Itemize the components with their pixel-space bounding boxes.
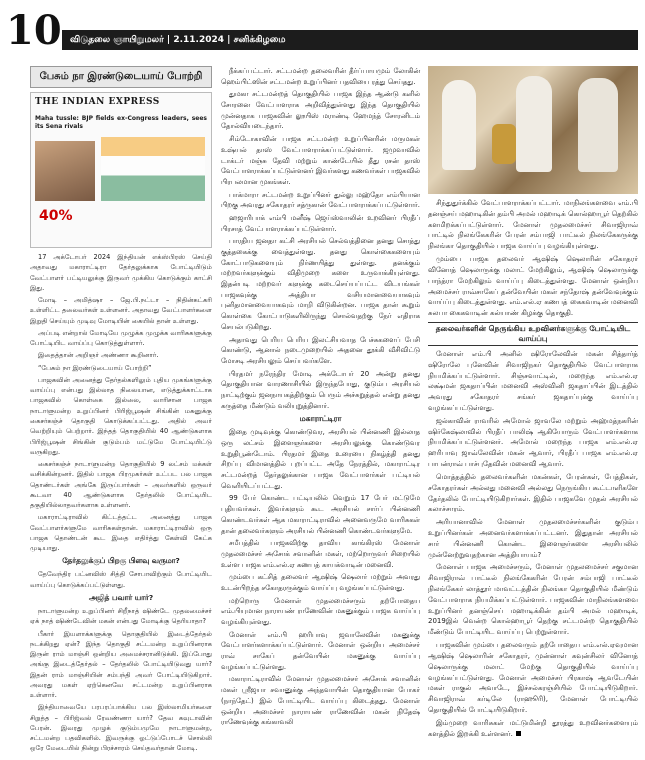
clip-photo-group — [101, 137, 205, 201]
paragraph: மேனாள் பாஜக அமைச்சரும், மேனாள் முதலமைச்சர் சகுமான சிவாஜிராவ் பாட்டீல் நிலங்கேகரின் பேரன் சம்பாஜி பாட்டீல் நிலங்கேகர் லாத்தூர் மாவட்டத்தின் நிலங்கா தொகுதியில் மீண்டும் வேட்பாளராக நியமிக்கப்பட்டுள்ளார். பாஜகவின் மாநிலங்களவை உறுப்பினர் தனஞ்செய் மஹாடிக்கின் தம்பி அமல் மஹாடிக், 2019இல் வென்ற கொல்ஹாபூர் தெற்கு சட்டமன்ற தொகுதியில் மீண்டும் போட்டியிட வாய்ப்பு பெற்றுள்ளார். — [428, 563, 638, 637]
paragraph: மும்பை பாஜக தலைவர் ஆஷிஷ் ஷெலாரின் சகோதரர் வினோத் ஷெலாருக்கு மலாட் மேற்கிலும், ஆஷிஷ் ஷெலாருக்கு பாந்த்ரா மேற்கிலும் வாய்ப்பு கிடைத்துள்ளது. மேனாள் ஒன்றிய அமைச்சர் ராவ்சாகேப் தன்வேயின் மகள் சந்தோஷ் தன்வேவுக்கும் வாய்ப்பு கிடைத்துள்ளது. எம்.எல்.ஏ கணபத் கைகவாடின் மனைவி சுலபா கைகவாடின் கல்யாண் கிழக்கு தொகுதி. — [428, 255, 638, 318]
end-mark-icon — [516, 731, 521, 736]
paragraph: பாரதிய ஜனதா கட்சி அரசியல் செல்வத்தினை தனது சொத்து குத்தகைக்கு வைத்துள்ளது. தனது கொள்கைகளையும் கோட்பாடுகளையும் நிர்ணயித்து துள்ளது. தனக்கும் மற்றவர்களுக்கும் விதிமுறை களை உருவாக்கியுள்ளது. இதன்படி மற்றவர் களுக்கு கடைசெய்யப்பட்ட விடயங்கள் பாஜகவுக்கு அத்தியா வசியமானவையாகவும் புனிதமானவையாகவும் மாறி விடுகின்றன. பாஜக தான் கூறும் கொள்கை கோட்பாடுகளிலிருந்து சொல்வதற்கு நேர் எதிராக செயல்படுகிறது. — [221, 237, 420, 331]
paragraph: இந்தியாவையே பரபரப்பாக்கிய பல இஸ்லாமியர்களை சிறுத்த – பிரிஜ்வல் ரேவண்ணா யார்? தேவ கவுடாவின் பேரன். இவரது முழுக் குடும்பமுமே நாடாளுமன்ற, சட்டமன்ற பதவிகளில். இவருக்கு ஓட்டுப்போடச் சொல்லி ஒரே மேடையில் நின்று பிரச்சாரம் செய்தவர்தான் மோடி. — [30, 703, 212, 753]
photo-trophy — [492, 124, 516, 164]
paragraph: அப்படி என்றால் மோடியே முழுக்க முழுக்க வாரிசுகளுக்கு போட்டியிட வாய்ப்பு கொடுத்துள்ளார். — [30, 328, 212, 348]
paragraph: மொத்தத்தில் தலைவர்களின் மகன்கள், பேரன்கள், பேத்திகள், சகோதரர்கள் அல்லது மனைவி அல்லது நெருங்கிய கூட்டாளிகளே தேர்தலில் போட்டியிடுகிறார்கள். இதில் பாஜகவே முதல் அரசியல் கலாச்சாரம். — [428, 472, 638, 514]
paragraph: பாக்மாரா சட்டமன்ற உறுப்பினர் துல்லு மஹ்தோ எம்பியான பிறகு அவரது சகோதரர் சத்ருகான் வேட்பாளராக்கப்பட்டுள்ளார். — [221, 190, 420, 210]
paragraph: 99 பேர் கொண்ட பட்டியலில் வெறும் 17 பேர் மட்டுமே புதியவர்கள். இவர்களும் கூட அரசியல் சார்ப் பின்னணி கொண்டவர்கள் ஆக மகாராட்டிராவில் அனைவருமே வாரிசுகள் தான் தலைவர்களும் அரசியல் பின்னணி கொண்டவர்களுமே. — [221, 494, 420, 535]
paragraph: ஜல்காவின் ராவரில் அமோல் ஜாவலே மற்றும் அஹ்மத்நகரின் ஷிர்கேஷ்லாவில் பிரதீப் பாலிஷ் ஆகியோரும் வேட்பாளர்களாக நியமிக்கப்பட்டுள்ளனர். அமோல் மறைந்த பாஜக எம்.எல்.ஏ ஹரிபாவு ஜாவ்லேவின் மகன் ஆவார், பிரதீப் பாஜக எம்.எல்.ஏ பாபன்ராவ் பாச்புதேவின் மனைவி ஆவார். — [428, 416, 638, 469]
paragraph: கைசர்கஞ்ச் நாடாளுமன்ற தொகுதியில் 9 லட்சம் மக்கள் வசிக்கின்றனர். இதில் பாஜக பிரமுகர்கள் உட்பட பல பாஜக தொண்டர்கள் அங்கே இருப்பார்கள் – அவர்களில் ஒருவர் கூடவா 40 ஆண்டுகளாக தேர்தலில் போட்டியிட தகுதியில்லாதவர்களாக உள்ளனர். — [30, 460, 212, 510]
paragraph: பீகார் இயளாக்களுக்கு தொகுதியில் இடைத்தேர்தல் நடக்கிறது ஏன்? இந்த தொகுதி சட்டமன்ற உறுப்பினராக இருன் ராம் மாஞ்சி ஒன்றிய அமைச்சரானிடுக்கி. இப்போது அங்கு இடைத்தேர்தல் – தேர்தலில் போட்டியிடுவது யார்? இதன் ராம் மாஞ்சியின் சம்பந்தி அவர் போட்டியிடுகிறார். அவரது மகள் ஏற்கெனவே சட்டமன்ற உறுப்பினராக உள்ளார். — [30, 629, 212, 700]
paragraph: பாஜகவின் அனைத்து தேர்தல்களிலும் புதிய முகங்களுக்கு வாய்ப்பு என்பது இல்லாத நிலையான, எடுத்துக்காட்டாக பாஜகவில் கொள்கை இல்லை, வாரிசான பாஜக நாடாளுமன்ற உறுப்பினர் பிரிஜ்பூஷன் சிங்கின் மகனுக்கு கைசர்கஞ்ச் தொகுதி கொடுக்கப்பட்டது. அதில் அவர் வெற்றியும் பெற்றார். இந்தத் தொகுதியில் 40 ஆண்டுகளாக பிரிஜ்பூஷன் சிங்கின் குடும்பம் மட்டுமே போட்டியிட்டு வருகிறது. — [30, 375, 212, 456]
paragraph: துமகா சட்டமன்றத் தொகுதியில் பாஜக இந்த ஆண்டு களில் சோரனை வேட்பாளராக அறிவித்துள்ளது இந்த தொகுதியில் முன்னதாக பாஜகவின் லூயிஸ் மராண்டி ஹேமந்த் சோரனிடம் தோல்வியடைந்தார். — [221, 90, 420, 131]
paragraph: அதாவது பெரிய பெரிய இலட்சியவாத பேச்சுகளைப் பேசி கொண்டு, ஆனால் நடைமுறையில் அதனை தூக்கி வீசிவிட்டு மோசடி அரசியலும் செய்பவர்களே. — [221, 335, 420, 365]
subheading: தேர்தலுக்குப் பிறகு பிளவு வருமா? — [62, 556, 180, 566]
paragraph: பாஜகவின் மும்பை தலைவரும் தற்போதைய எம்.எல்.ஏவுமான ஆஷிஷ் ஷெலாரின் சகோதரர், முன்னாள் கவுன்சிலர் வினோத் ஷெலாருக்கு மலாட் மேற்கு தொகுதியில் வாய்ப்பு வழங்கப்பட்டுள்ளது. மேனாள் அமைச்சர் பிரகாஷ் ஆவடேயின் மகள் ராகுல் அவாடே, இச்சல்கரஞ்சியில் போட்டியிடுகிறார். சிவாஜிராவ் கர்டிலே (ராஹூரி), மேனாள் போட்டியில் தொகுதியில் போட்டியிடுகிறார். — [428, 641, 638, 714]
news-photo — [428, 66, 638, 194]
paragraph-last — [428, 718, 638, 740]
column-right — [428, 66, 638, 741]
paragraph: மகாராட்டிராவில் மேனாள் முதலமைச்சர் அசோக் சவானின் மகள் ஸ்ரீஜயா சவானுக்கு அந்தவாயின் தொகுதியான போகர் (நாந்தேட்) இல் போட்டியிட வாய்ப்பு கிடைத்தது. மேனாள் ஒன்றிய அமைச்சர் நாராயண் ராணேவின் மகன் நிதேஷ் ராணேவுக்கு கங்காவலி — [221, 675, 420, 727]
paragraph: சிம்டோகாவின் பாஜக சட்டமன்ற உறுப்பினரின் மருமகள் உஷ்யல் தாஸ் வேட்பாளராக்கப்பட்டுள்ளார். ஜமுவாவில் டாக்டர் மஞ்சு தேவி மற்றும் காண்டேயில் தீது ரசன் தாஸ் வேட்பாளராக்கப்பட்டுள்ளனர் இவர்களது கணவர்கள் பாஜகவில் பிரபலமான முகங்கள். — [221, 135, 421, 186]
paragraph: இதைத்தான் அறிஞர் அண்ணா கூறினார். — [38, 351, 159, 360]
paragraph: பிரதமர் நரேந்திர மோடி அக்டோபர் 20 அன்று தனது தொகுதியான வாரணாசியில் இருந்தபோது, குடும்ப அரசியல் நாட்டிற்கும் ஜனநாயகத்திற்கும் பெரும் அச்சுறுத்தல் என்று தனது கருத்தை மீண்டும் வலியுறுத்தினார். — [221, 369, 420, 410]
clip-photo — [35, 141, 95, 201]
column-middle — [221, 66, 420, 730]
paragraph: மேனாள் எம்.பி அனில் ஷிரோலேவின் மகன் சித்தார்த் ஷிரோலே புனேவின் சிவாஜிநகர் தொகுதியில் வேட்பாளராக நியமிக்கப்பட்டுள்ளார். சிஞ்சவாட்டில், மறைந்த எம்.எல்.ஏ லக்ஷ்மன் ஜகதாப்பின் மனைவி அஸ்வினி ஜகதாப்பின் இடத்தில் அவரது சகோதரர் சங்கர் ஜகதாப்புக்கு வாய்ப்பு வழங்கப்பட்டுள்ளது. — [428, 349, 638, 412]
paragraph: சிந்துதுர்க்கில் வேட்பாளராக்கப்பட்டார். மாநிலங்களவை எம்.பி தனஞ்சய் மஹாடிகின் தம்பி அமல் மஹாடிக் கொல்ஹாபூர் தெற்கில் களமிறக்கப்பட்டுள்ளார். மேனாள் முதலமைச்சர் சிவாஜிராவ் பாட்டில் நிலங்கேகரின் பேரன் சம்பாஜி பாட்டீல் நிலங்கேகருக்கு நிலங்கா தொகுதியில் பாஜக வாய்ப்பு வழங்கியுள்ளது. — [428, 199, 638, 251]
paragraph: மற்றொரு மேனாள் முதலமைச்சரும் தற்போதைய எம்.பியுமான நாராயண் ராணேவின் மகனுக்கும் பாஜக வாய்ப்பு வழங்கியுள்ளது. — [221, 596, 420, 626]
paragraph: மும்பை கட்சித் தலைவர் ஆஷிஷ் ஷெலார் மற்றும் அவரது உடன்பிறந்த சகோதரருக்கும் வாய்ப்பு வழங்கப்பட்டுள்ளது. — [221, 573, 420, 592]
photo-person — [578, 78, 618, 172]
paragraph: “பேசும் நா இரண்டுடையாய் போற்றி” — [38, 363, 152, 372]
paragraph: நாடாளுமன்ற உறுப்பினர் சிறீநாத் ஷிண்டே முதலமைச்சர் ஏக் நாத் ஷிண்டேவின் மகன் என்பது மோடிக்கு தெரியாதா? — [30, 606, 212, 626]
clip-headline: Maha tussle: BJP fields ex-Congress leaders, sees its Sena rivals — [35, 115, 207, 130]
paragraph: தேவேந்திர பட்னவிஸ் சித்தி சோபாவிற்கும் போட்டியிட வாய்ப்பு கொடுக்கப்பட்டுள்ளது. — [30, 570, 212, 589]
publication-bar: விடுதலை ஞாயிறுமலர் | 2.11.2024 | சனிக்கிழமை — [62, 30, 638, 50]
paragraph: இதை முடிவுக்கு கொண்டுவர, அரசியல் பின்னணி இல்லாத ஒரு லட்சம் இளைஞர்களை அரசியலுக்கு கொண்டுவர உறுதிபூண்டோம். பிரதமர் இதை உரையை நிகழ்த்தி தனது சிறப்பு விமானத்தில் புறப்பட்ட அதே நேரத்தில், மகாராட்டிர சட்டமன்றத் தேர்தலுக்கான பாஜக வேட்பாளர்கள் பட்டியல் வெளியிடப்பட்டது. — [221, 428, 420, 490]
paragraph-text: இம்முறை வாரிசுகள் மட்டுமின்றி தூரத்து உறவினர்களையும் களத்தில் இறக்கி உள்ளனர். — [428, 718, 638, 738]
paragraph: ஹஜாரிபாக் எம்பி மனீஷ் ஜெய்ஸ்வாலின் உறவினர் பிரதீப் பிரசாத் வேட்பாளராக்கப்பட்டுள்ளார். — [221, 213, 420, 233]
subheading: அஜித் பவார் யார்? — [88, 592, 154, 602]
box-title: பேசும் நா இரண்டுடையாய் போற்றி — [30, 66, 212, 88]
paragraph: மோடி – அமித்ஷா – ஜே.பி.நட்டா – நிதின்கட்கரி உள்ளிட்ட தலைவர்கள் உள்ளனர். அதாவது வேட்பாளர்களை இறுதி செய்யும் முடிவு மோடியின் கையில் தான் உள்ளது. — [30, 296, 212, 325]
subheading: மகாராட்டிரா — [299, 414, 342, 424]
page-header — [0, 0, 645, 58]
clip-masthead: THE INDIAN EXPRESS — [35, 97, 160, 107]
paragraph: மகாராட்டிராவில் கிட்டத்தட்ட அனைத்து பாஜக வேட்பாளர்களுமே வாரிசுகள்தான். மகாராட்டிராவில் ஒரு பாஜக தொண்டன் கூட இதை எதிர்த்து கேள்வி கேட்க முடியாது. — [30, 513, 212, 553]
paragraph: அரியானாவில் மேனாள் முதலமைச்சர்களின் குடும்ப உறுப்பினர்கள் அனைவர்களாக்கப்பட்டனர். இதுதான் அரசியல் சார் பின்னணி கொண்ட இளைஞர்களை அரசியலில் முன்னேற்றுவதற்கான அத்தியாயம்? — [428, 518, 638, 559]
photo-person — [516, 76, 552, 172]
photo-person — [442, 80, 476, 170]
clip-percent: 40% — [39, 208, 73, 224]
column-left — [30, 66, 212, 756]
paragraph: 17 அக்டோபர் 2024 இந்தியன் எக்ஸ்பிரஸ் செய்தி அதாவது மகாராட்டிரா தேர்தலுக்காக போட்டியிடும் வேட்பாளர் பட்டியலுக்கு இருவர் முக்கிய கொடுக்கும் காட்சி இது. — [30, 253, 212, 292]
paragraph: நீக்கப்பட்டார். சட்டமன்ற தலைவரின் தீர்ப்பாயமும் லோகின் ஹெம்பிட்ஸின் சட்டமன்ற உறுப்பினர் பதவியை ரத்து செய்தது. — [221, 67, 420, 86]
section-heading: தலைவர்களின் நெருங்கிய உறவினர்களுக்கு போட்டியிட வாய்ப்பு — [428, 322, 638, 346]
paragraph: மேனாள் எம்.பி ஹரிபாவு ஜவாலேவின் மகனுக்கு வேட்பாளர்களாக்கப்பட்டுள்ளார். மேனாள் ஒன்றிய அமைச்சர் ராவ் சாகேப் தன்வேயின் மகனுக்கு வாய்ப்பு வழங்கப்பட்டுள்ளது. — [221, 630, 420, 671]
paragraph: சமீபத்தில் பாஜகவிற்கு தாவிய காங்கிரஸ் மேனாள் முதலமைச்சர் அசோக் சவானின் மகள், மற்றொருவர் சிறையில் உள்ள பாஜக எம்.எல்.ஏ கணபத் காயக்வாடின் மனைவி. — [221, 539, 420, 569]
page-number: 10 — [6, 7, 62, 54]
newspaper-clipping — [30, 92, 212, 248]
